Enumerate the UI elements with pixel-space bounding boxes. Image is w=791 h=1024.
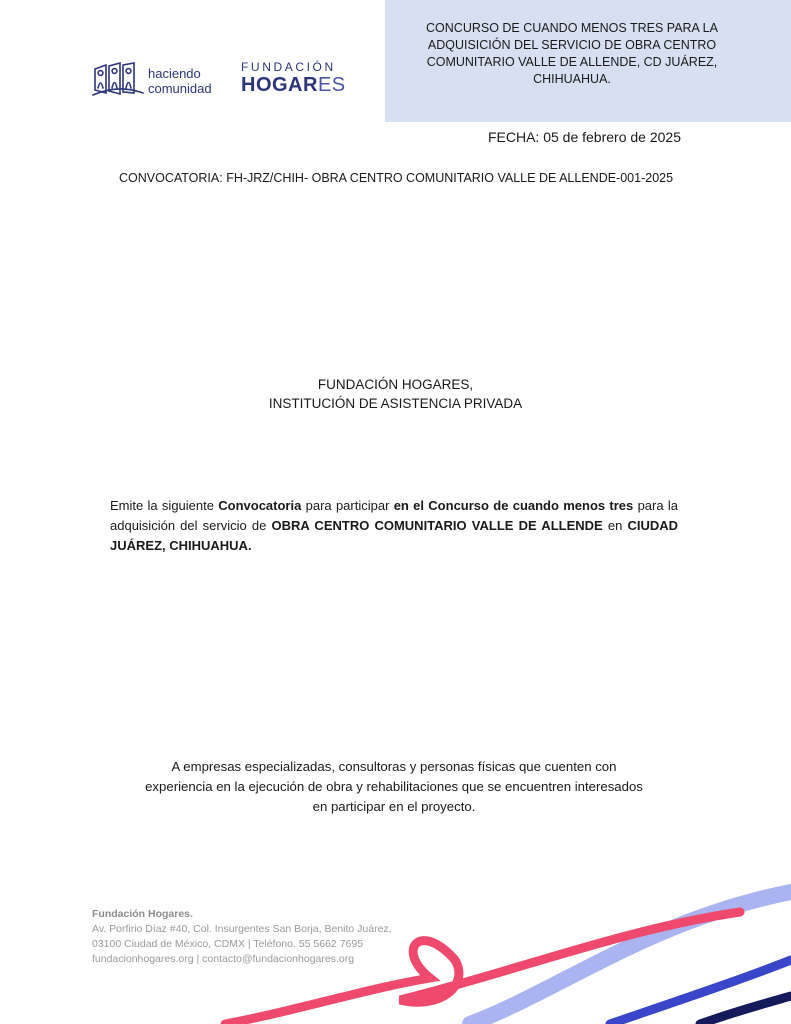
haciendo-comunidad-text [148,66,212,96]
audience-line: experiencia en la ejecución de obra y rehabilitaciones que se encuentren interesados [145,779,643,794]
intro-emphasis: CIUDAD JUÁREZ, CHIHUAHUA. [110,518,679,553]
institution-line: FUNDACIÓN HOGARES, [317,377,474,392]
header-title-line: ADQUISICIÓN DEL SERVICIO DE OBRA CENTRO [427,38,717,52]
header-title-line: CHIHUAHUA. [533,72,611,86]
logo-text: HOGAR [241,74,318,96]
institution-name [0,375,791,413]
footer-address: 03100 Ciudad de México, CDMX | Teléfono. 55 5662 7695 [92,938,364,950]
intro-emphasis: OBRA CENTRO COMUNITARIO VALLE DE ALLENDE [271,518,603,533]
audience-line: en participar en el proyecto. [312,799,476,814]
fundacion-hogares-logo [241,60,346,96]
intro-text: para la adquisición del servicio de [110,498,678,533]
header-title-line: CONCURSO DE CUANDO MENOS TRES PARA LA [426,21,718,35]
footer-address: Av. Porfirio Díaz #40, Col. Insurgentes San Borja, Benito Juárez, [92,923,392,935]
haciendo-comunidad-logo [92,60,232,100]
people-icon [92,60,144,98]
header-title [398,20,746,88]
convocatoria-reference: CONVOCATORIA: FH-JRZ/CHIH- OBRA CENTRO COMUNITARIO VALLE DE ALLENDE-001-2025 [119,171,674,185]
intro-text: para participar [301,498,394,513]
ribbon-navy [700,996,791,1024]
intro-text: en [602,518,628,533]
institution-line: INSTITUCIÓN DE ASISTENCIA PRIVADA [268,396,523,411]
intro-paragraph [110,496,678,556]
logo-wordmark [241,74,346,96]
audience-paragraph [110,757,678,817]
intro-emphasis: en el Concurso de cuando menos tres [393,498,634,513]
footer-contact-line: fundacionhogares.org | contacto@fundacionhogares.org [92,953,355,965]
logo-text: comunidad [148,81,212,96]
decorative-ribbons [0,860,791,1024]
intro-text: Emite la siguiente [110,498,219,513]
logo-text: ES [317,74,346,96]
logo-text: FUNDACIÓN [241,60,336,74]
footer-org: Fundación Hogares. [92,908,193,920]
intro-emphasis: Convocatoria [218,498,302,513]
ribbon-blue [610,960,791,1024]
audience-line: A empresas especializadas, consultoras y personas físicas que cuenten con [171,759,617,774]
logo-text: haciendo [148,66,201,81]
document-date: FECHA: 05 de febrero de 2025 [487,129,681,145]
header-title-line: COMUNITARIO VALLE DE ALLENDE, CD JUÁREZ, [426,55,718,69]
